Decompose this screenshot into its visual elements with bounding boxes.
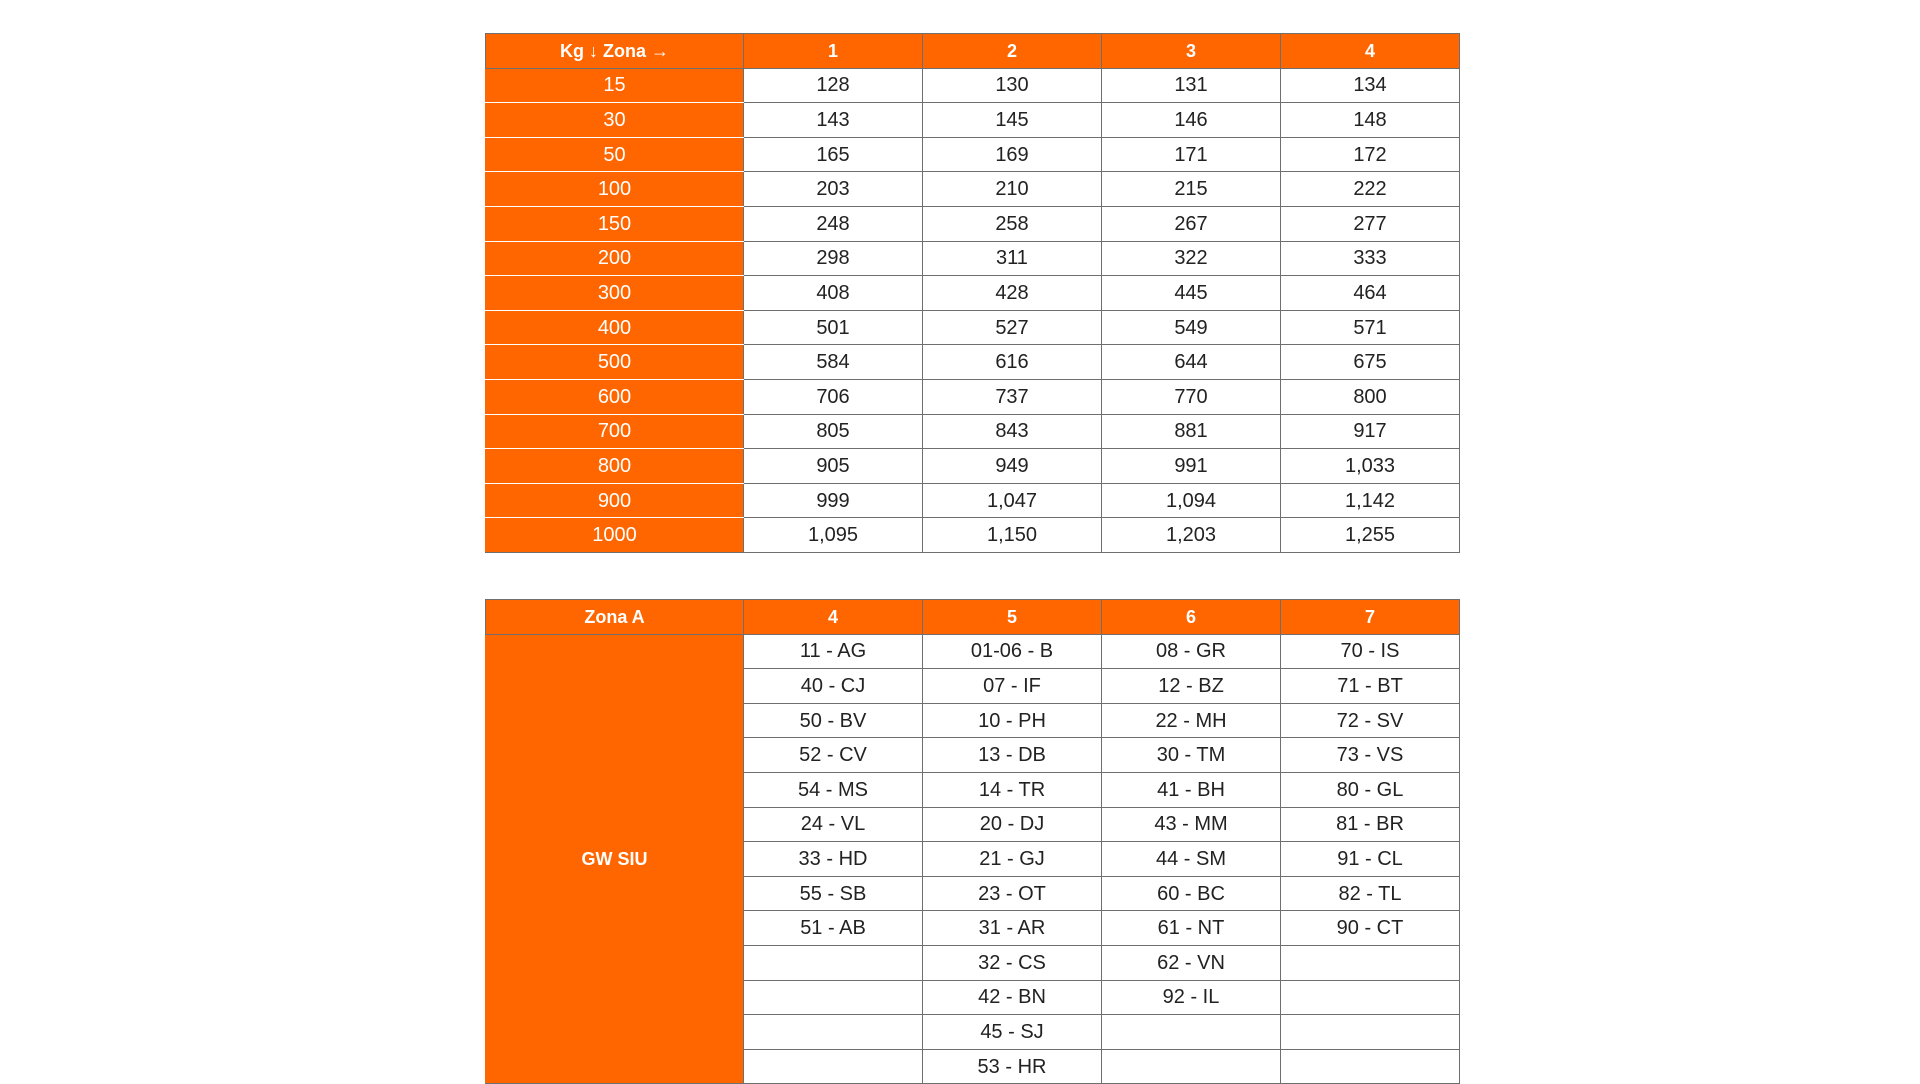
zone-cell-col-7: 90 - CT [1281, 911, 1460, 946]
price-cell-zone-4: 134 [1281, 68, 1460, 103]
price-cell-zone-2: 258 [923, 206, 1102, 241]
zone-cell-col-5: 53 - HR [923, 1049, 1102, 1084]
zone-cell-col-4: 24 - VL [744, 807, 923, 842]
price-row [486, 483, 1460, 518]
price-cell-zone-2: 428 [923, 276, 1102, 311]
zone-cell-col-7: 91 - CL [1281, 842, 1460, 877]
zone-cell-col-5: 01-06 - B [923, 634, 1102, 669]
price-row [486, 518, 1460, 553]
zone-cell-col-6 [1102, 1015, 1281, 1050]
zone-cell-col-5: 42 - BN [923, 980, 1102, 1015]
zone-cell-col-4: 50 - BV [744, 703, 923, 738]
zone-row [486, 634, 1460, 669]
price-cell-zone-1: 203 [744, 172, 923, 207]
price-cell-zone-2: 737 [923, 379, 1102, 414]
price-cell-zone-2: 130 [923, 68, 1102, 103]
price-row-kg-label: 30 [486, 103, 744, 138]
zone-cell-col-5: 45 - SJ [923, 1015, 1102, 1050]
price-row-kg-label: 15 [486, 68, 744, 103]
zone-cell-col-4: 40 - CJ [744, 669, 923, 704]
zone-cell-col-7: 73 - VS [1281, 738, 1460, 773]
price-cell-zone-3: 881 [1102, 414, 1281, 449]
zone-table [485, 599, 1460, 1084]
zone-cell-col-7: 81 - BR [1281, 807, 1460, 842]
price-cell-zone-3: 445 [1102, 276, 1281, 311]
price-cell-zone-2: 843 [923, 414, 1102, 449]
price-row [486, 241, 1460, 276]
price-cell-zone-3: 770 [1102, 379, 1281, 414]
price-cell-zone-3: 322 [1102, 241, 1281, 276]
zone-cell-col-5: 07 - IF [923, 669, 1102, 704]
price-cell-zone-1: 143 [744, 103, 923, 138]
zone-cell-col-4: 51 - AB [744, 911, 923, 946]
zone-cell-col-4 [744, 980, 923, 1015]
price-header-zone-3: 3 [1102, 34, 1281, 69]
price-cell-zone-2: 311 [923, 241, 1102, 276]
price-table-header-row [486, 34, 1460, 69]
zone-cell-col-6 [1102, 1049, 1281, 1084]
price-header-kg-zona: Kg ↓ Zona → [486, 34, 744, 69]
zone-cell-col-4 [744, 1049, 923, 1084]
price-row [486, 206, 1460, 241]
zone-cell-col-4: 33 - HD [744, 842, 923, 877]
price-cell-zone-1: 905 [744, 449, 923, 484]
zone-cell-col-5: 21 - GJ [923, 842, 1102, 877]
price-table [485, 33, 1460, 553]
price-cell-zone-4: 800 [1281, 379, 1460, 414]
price-row [486, 310, 1460, 345]
price-cell-zone-4: 675 [1281, 345, 1460, 380]
zone-cell-col-6: 41 - BH [1102, 772, 1281, 807]
price-cell-zone-3: 1,094 [1102, 483, 1281, 518]
price-cell-zone-3: 171 [1102, 137, 1281, 172]
zone-cell-col-5: 20 - DJ [923, 807, 1102, 842]
zone-cell-col-6: 61 - NT [1102, 911, 1281, 946]
price-cell-zone-4: 277 [1281, 206, 1460, 241]
price-row [486, 68, 1460, 103]
price-cell-zone-2: 1,047 [923, 483, 1102, 518]
zone-cell-col-7 [1281, 1049, 1460, 1084]
zone-cell-col-7: 71 - BT [1281, 669, 1460, 704]
zone-header-zona-a: Zona A [486, 600, 744, 635]
zone-cell-col-7: 82 - TL [1281, 876, 1460, 911]
price-cell-zone-3: 146 [1102, 103, 1281, 138]
zone-cell-col-4 [744, 945, 923, 980]
price-row-kg-label: 1000 [486, 518, 744, 553]
zone-cell-col-4 [744, 1015, 923, 1050]
zone-header-4: 4 [744, 600, 923, 635]
price-cell-zone-3: 991 [1102, 449, 1281, 484]
price-row [486, 379, 1460, 414]
price-cell-zone-2: 616 [923, 345, 1102, 380]
price-row-kg-label: 100 [486, 172, 744, 207]
price-row-kg-label: 500 [486, 345, 744, 380]
zone-table-header-row [486, 600, 1460, 635]
price-row-kg-label: 600 [486, 379, 744, 414]
price-header-zone-2: 2 [923, 34, 1102, 69]
price-cell-zone-2: 949 [923, 449, 1102, 484]
price-row-kg-label: 50 [486, 137, 744, 172]
price-row-kg-label: 400 [486, 310, 744, 345]
price-row-kg-label: 150 [486, 206, 744, 241]
zone-cell-col-4: 52 - CV [744, 738, 923, 773]
zone-header-6: 6 [1102, 600, 1281, 635]
price-cell-zone-4: 1,033 [1281, 449, 1460, 484]
price-cell-zone-3: 549 [1102, 310, 1281, 345]
price-cell-zone-2: 210 [923, 172, 1102, 207]
zone-cell-col-6: 22 - MH [1102, 703, 1281, 738]
price-row-kg-label: 300 [486, 276, 744, 311]
zone-cell-col-6: 12 - BZ [1102, 669, 1281, 704]
zone-cell-col-7 [1281, 980, 1460, 1015]
zone-cell-col-5: 32 - CS [923, 945, 1102, 980]
price-cell-zone-4: 172 [1281, 137, 1460, 172]
zone-cell-col-5: 31 - AR [923, 911, 1102, 946]
zone-cell-col-6: 08 - GR [1102, 634, 1281, 669]
price-cell-zone-2: 169 [923, 137, 1102, 172]
zone-cell-col-6: 60 - BC [1102, 876, 1281, 911]
zone-cell-col-7 [1281, 1015, 1460, 1050]
zone-cell-col-6: 44 - SM [1102, 842, 1281, 877]
price-header-zone-4: 4 [1281, 34, 1460, 69]
zone-cell-col-4: 11 - AG [744, 634, 923, 669]
zone-cell-col-4: 54 - MS [744, 772, 923, 807]
price-cell-zone-3: 1,203 [1102, 518, 1281, 553]
price-row [486, 345, 1460, 380]
price-cell-zone-2: 527 [923, 310, 1102, 345]
zone-cell-col-5: 23 - OT [923, 876, 1102, 911]
price-row-kg-label: 700 [486, 414, 744, 449]
zone-cell-col-7: 70 - IS [1281, 634, 1460, 669]
price-cell-zone-4: 333 [1281, 241, 1460, 276]
price-cell-zone-1: 999 [744, 483, 923, 518]
price-cell-zone-1: 248 [744, 206, 923, 241]
price-cell-zone-1: 128 [744, 68, 923, 103]
zone-cell-col-4: 55 - SB [744, 876, 923, 911]
price-cell-zone-1: 805 [744, 414, 923, 449]
price-cell-zone-3: 644 [1102, 345, 1281, 380]
price-row [486, 137, 1460, 172]
zone-header-5: 5 [923, 600, 1102, 635]
zone-cell-col-7: 72 - SV [1281, 703, 1460, 738]
price-row-kg-label: 900 [486, 483, 744, 518]
price-cell-zone-4: 148 [1281, 103, 1460, 138]
zone-cell-col-7 [1281, 945, 1460, 980]
price-row-kg-label: 200 [486, 241, 744, 276]
price-cell-zone-3: 267 [1102, 206, 1281, 241]
zone-group-label: GW SIU [486, 634, 744, 1084]
price-cell-zone-1: 1,095 [744, 518, 923, 553]
price-row [486, 103, 1460, 138]
price-cell-zone-1: 165 [744, 137, 923, 172]
zone-cell-col-5: 14 - TR [923, 772, 1102, 807]
zone-cell-col-6: 92 - IL [1102, 980, 1281, 1015]
price-cell-zone-1: 501 [744, 310, 923, 345]
zone-cell-col-6: 30 - TM [1102, 738, 1281, 773]
price-cell-zone-4: 571 [1281, 310, 1460, 345]
price-cell-zone-4: 222 [1281, 172, 1460, 207]
price-header-zone-1: 1 [744, 34, 923, 69]
price-cell-zone-1: 706 [744, 379, 923, 414]
price-cell-zone-1: 298 [744, 241, 923, 276]
zone-cell-col-7: 80 - GL [1281, 772, 1460, 807]
price-row-kg-label: 800 [486, 449, 744, 484]
price-cell-zone-4: 464 [1281, 276, 1460, 311]
price-cell-zone-3: 131 [1102, 68, 1281, 103]
zone-header-7: 7 [1281, 600, 1460, 635]
price-cell-zone-2: 145 [923, 103, 1102, 138]
zone-cell-col-5: 10 - PH [923, 703, 1102, 738]
price-row [486, 449, 1460, 484]
price-row [486, 414, 1460, 449]
price-cell-zone-4: 1,255 [1281, 518, 1460, 553]
price-row [486, 172, 1460, 207]
price-cell-zone-1: 584 [744, 345, 923, 380]
price-cell-zone-4: 917 [1281, 414, 1460, 449]
price-cell-zone-2: 1,150 [923, 518, 1102, 553]
zone-cell-col-6: 62 - VN [1102, 945, 1281, 980]
zone-cell-col-6: 43 - MM [1102, 807, 1281, 842]
zone-cell-col-5: 13 - DB [923, 738, 1102, 773]
price-cell-zone-4: 1,142 [1281, 483, 1460, 518]
price-row [486, 276, 1460, 311]
price-cell-zone-3: 215 [1102, 172, 1281, 207]
price-cell-zone-1: 408 [744, 276, 923, 311]
